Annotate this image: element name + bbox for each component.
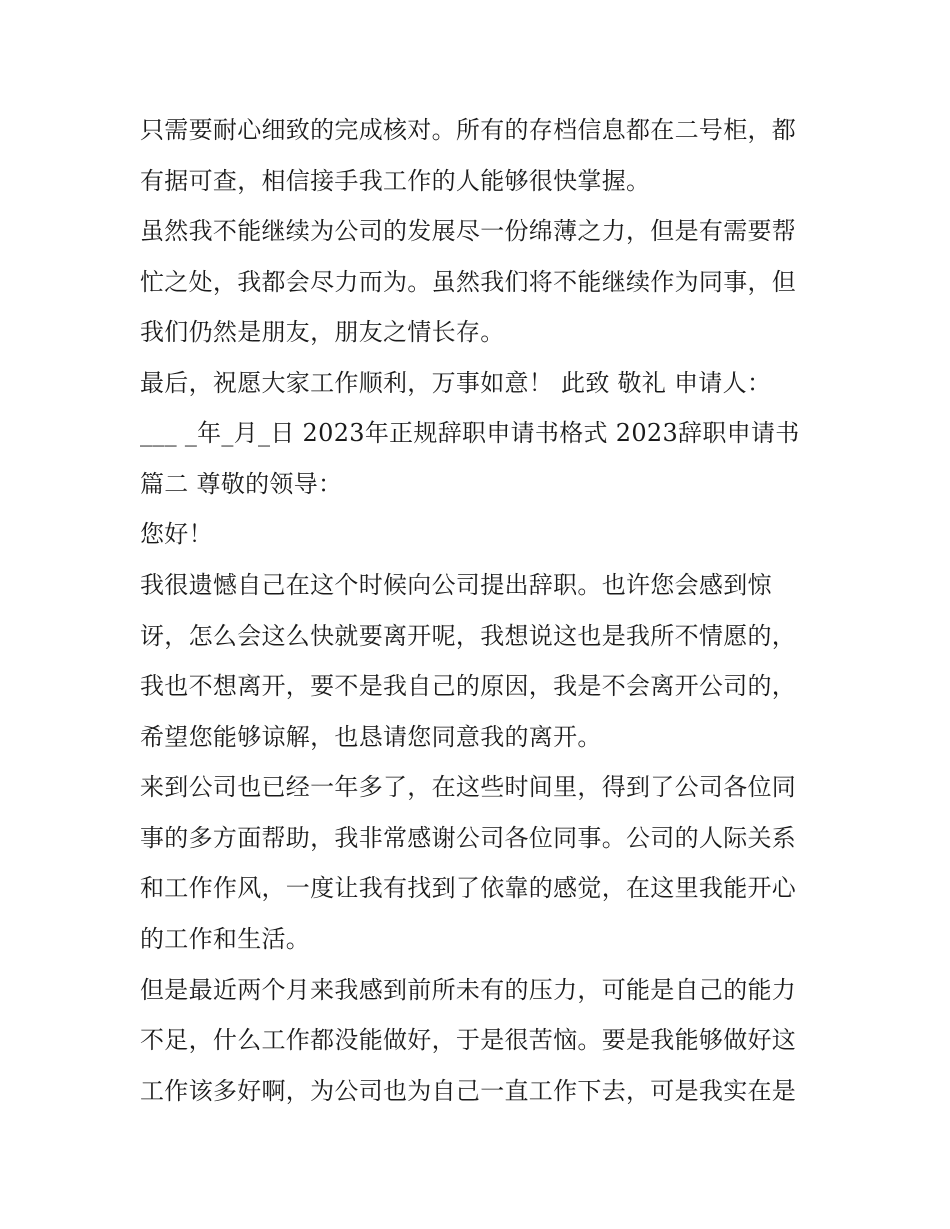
text-line: 讶，怎么会这么快就要离开呢，我想说这也是我所不情愿的，	[140, 622, 797, 650]
text-line: 只需要耐心细致的完成核对。所有的存档信息都在二号柜，都	[140, 116, 797, 144]
text-line: 的工作和生活。	[140, 925, 311, 953]
text-line: 但是最近两个月来我感到前所未有的压力，可能是自己的能力	[140, 976, 797, 1004]
text-line: 最后，祝愿大家工作顺利，万事如意！ 此致 敬礼 申请人：	[140, 369, 772, 397]
text-line: 工作该多好啊，为公司也为自己一直工作下去，可是我实在是	[140, 1077, 797, 1105]
text-line: 和工作作风，一度让我有找到了依靠的感觉，在这里我能开心	[140, 874, 797, 902]
text-line: ___ _年_月_日 2023年正规辞职申请书格式 2023辞职申请书	[140, 419, 800, 447]
text-line: 来到公司也已经一年多了，在这些时间里，得到了公司各位同	[140, 773, 797, 801]
text-line: 事的多方面帮助，我非常感谢公司各位同事。公司的人际关系	[140, 824, 797, 852]
text-line: 忙之处，我都会尽力而为。虽然我们将不能继续作为同事，但	[140, 268, 797, 296]
text-line: 我很遗憾自己在这个时候向公司提出辞职。也许您会感到惊	[140, 571, 772, 599]
text-line: 我们仍然是朋友，朋友之情长存。	[140, 318, 505, 346]
text-line: 有据可查，相信接手我工作的人能够很快掌握。	[140, 167, 651, 195]
text-line: 篇二 尊敬的领导：	[140, 470, 343, 498]
text-line: 虽然我不能继续为公司的发展尽一份绵薄之力，但是有需要帮	[140, 217, 797, 245]
text-line: 希望您能够谅解，也恳请您同意我的离开。	[140, 723, 602, 751]
text-line: 我也不想离开，要不是我自己的原因，我是不会离开公司的，	[140, 672, 797, 700]
text-line: 您好！	[140, 520, 213, 548]
text-line: 不足，什么工作都没能做好，于是很苦恼。要是我能够做好这	[140, 1026, 797, 1054]
